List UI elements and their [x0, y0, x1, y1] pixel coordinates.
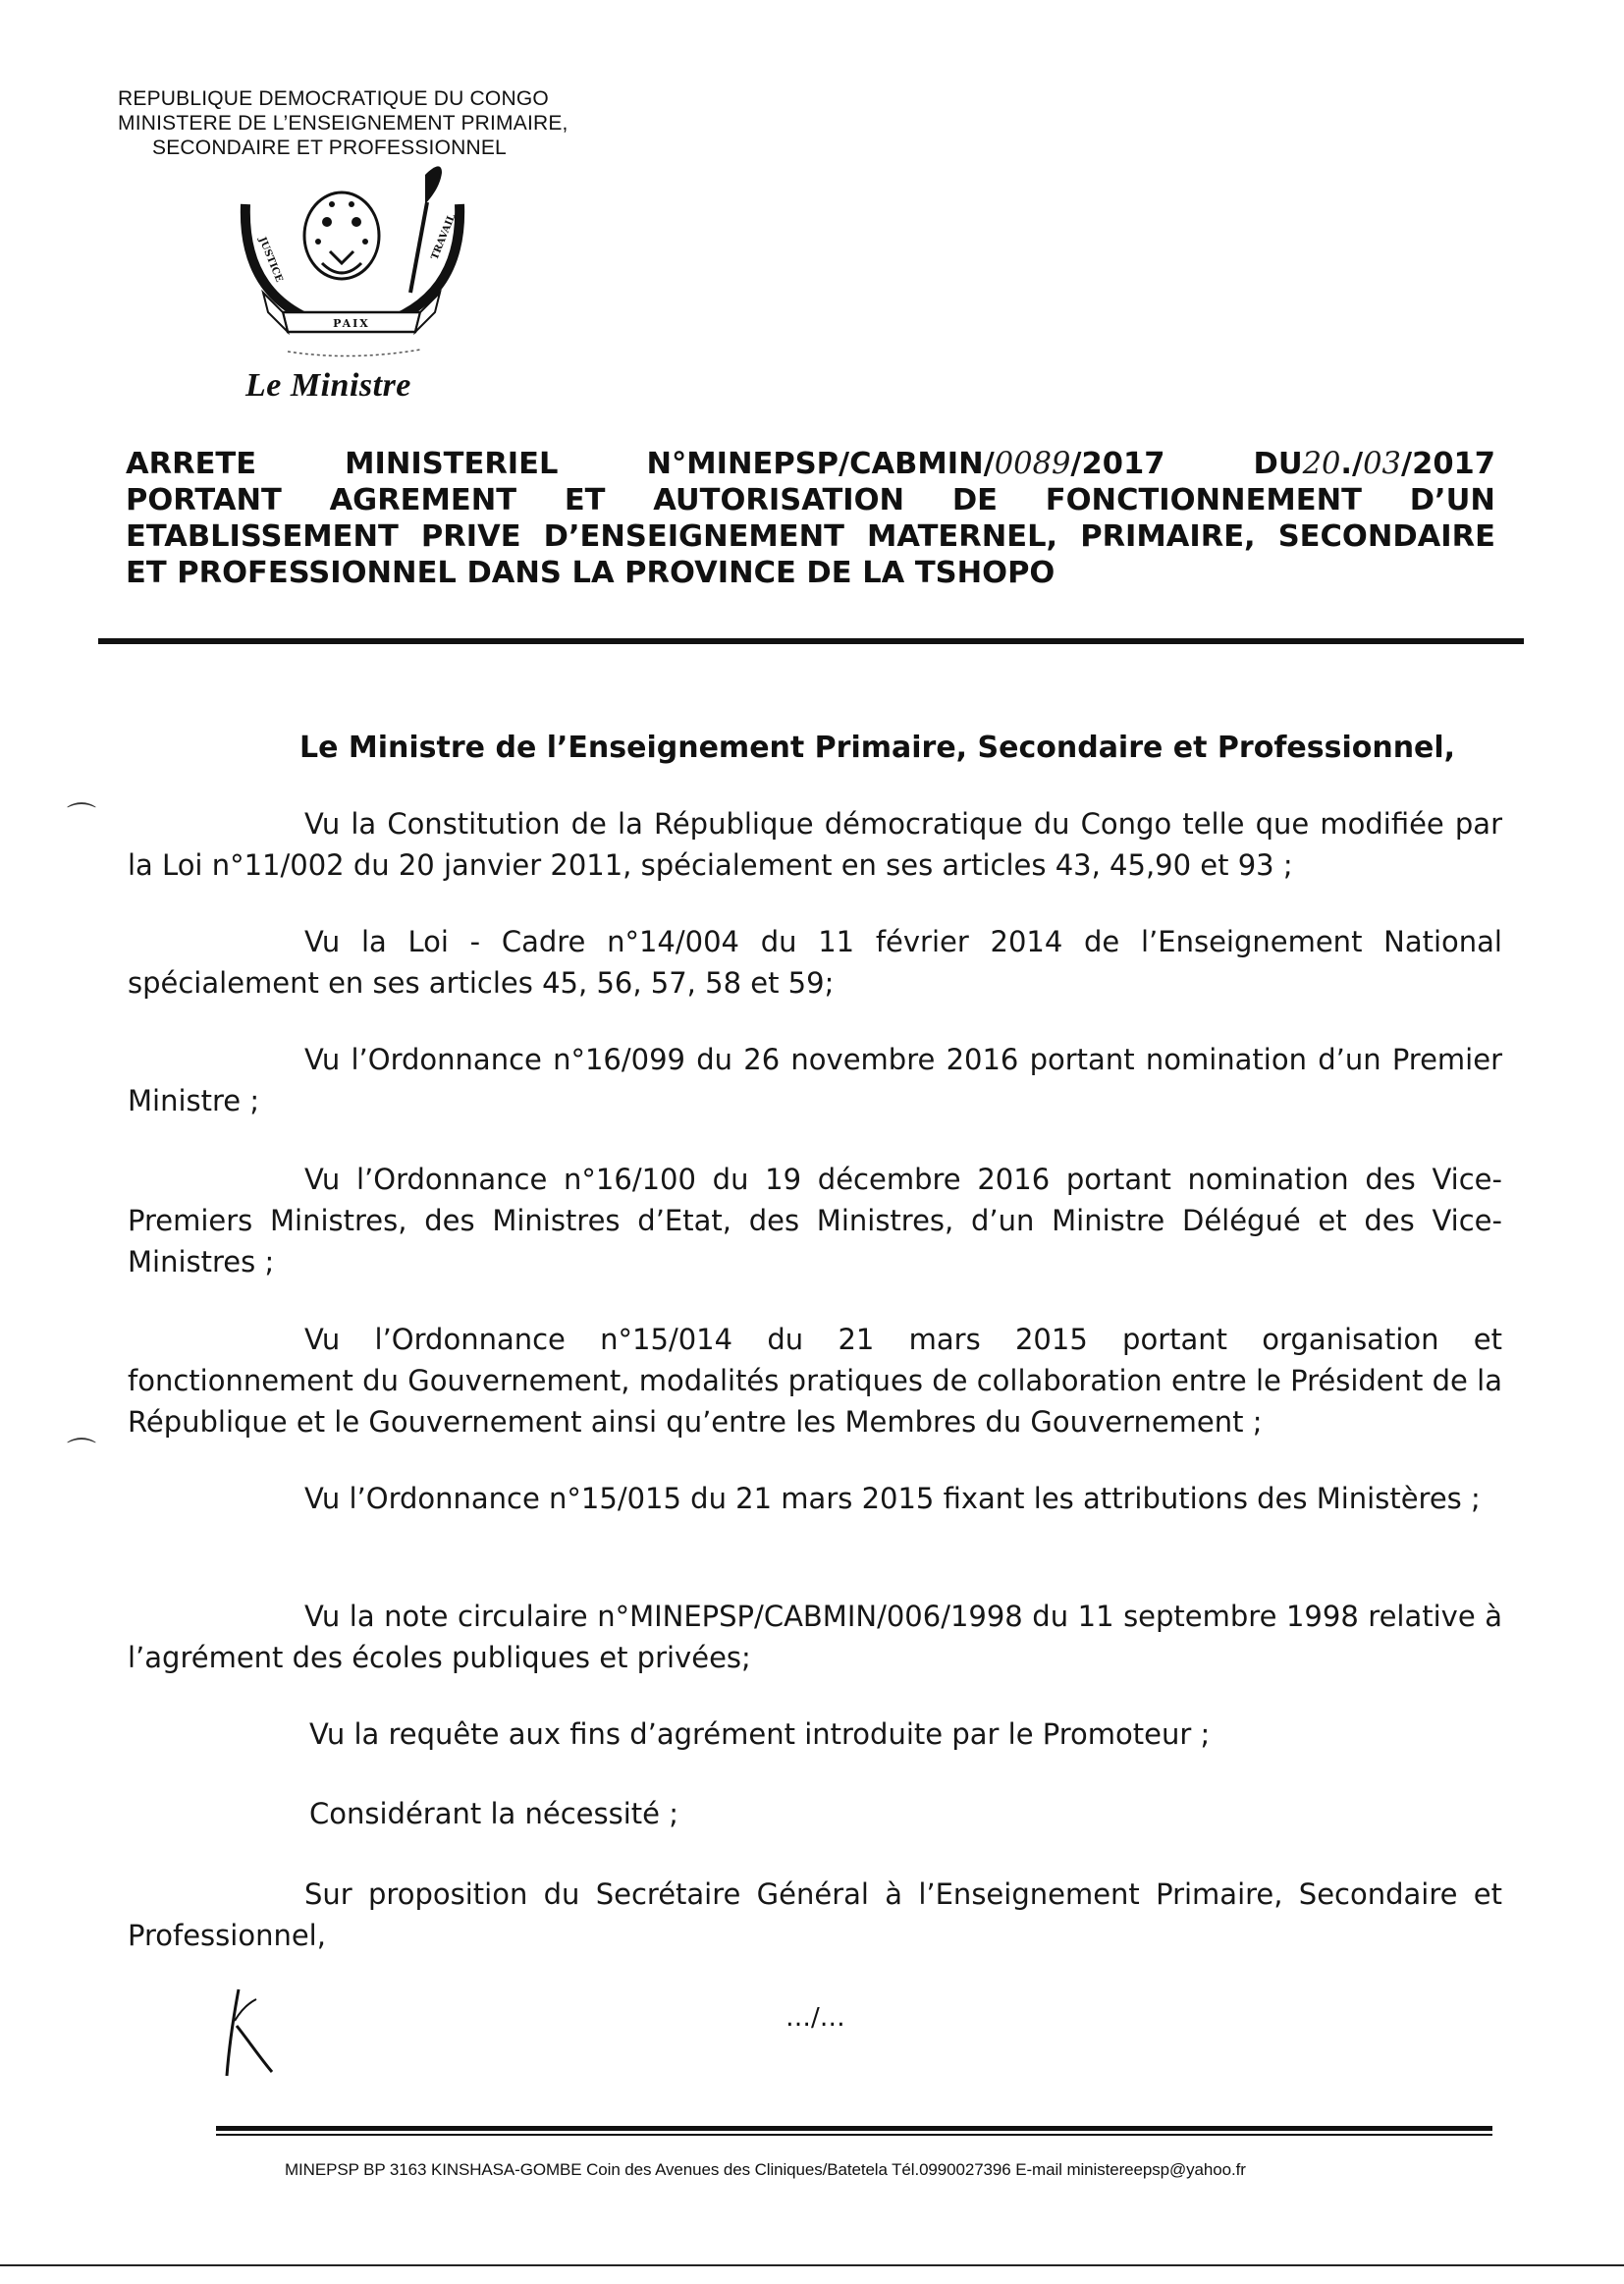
title-word: AUTORISATION — [653, 483, 905, 517]
recital-2: Vu la Loi - Cadre n°14/004 du 11 février 2014 de l’Enseignement National spécialement en ses articles 45, 56, 57, 58 et 59; — [128, 925, 1502, 1000]
footer-address: MINEPSP BP 3163 KINSHASA-GOMBE Coin des Avenues des Cliniques/Batetela Tél.0990027396 E-mail ministereepsp@yahoo.fr — [285, 2160, 1246, 2179]
recital-8: Vu la requête aux fins d’agrément introduite par le Promoteur ; — [309, 1717, 1211, 1751]
title-word: D’ENSEIGNEMENT — [543, 519, 844, 554]
recital-9: Considérant la nécessité ; — [309, 1797, 678, 1830]
coat-of-arms-emblem — [224, 165, 489, 366]
title-word: SECONDAIRE — [1277, 519, 1495, 554]
decree-title — [126, 446, 1495, 591]
title-word: PRIVE — [420, 519, 521, 554]
handwritten-day: 20 — [1302, 447, 1341, 481]
letterhead — [118, 86, 568, 160]
handwritten-month: 03 — [1363, 447, 1401, 481]
title-word: PORTANT — [126, 483, 282, 517]
page-continuation-mark: …/… — [785, 2003, 845, 2033]
letterhead-ministry: MINISTERE DE L’ENSEIGNEMENT PRIMAIRE, — [118, 112, 568, 135]
title-divider — [98, 638, 1524, 644]
decree-title-line-2 — [126, 482, 1495, 518]
decree-title-line-4: ET PROFESSIONNEL DANS LA PROVINCE DE LA TSHOPO — [126, 556, 1056, 590]
letterhead-country: REPUBLIQUE DEMOCRATIQUE DU CONGO — [118, 87, 549, 110]
handwritten-initial — [221, 1982, 280, 2080]
footer-divider — [216, 2126, 1492, 2131]
margin-mark: ⌒ — [67, 1437, 96, 1471]
decree-title-line-1 — [126, 446, 1495, 482]
svg-text:PAIX: PAIX — [333, 317, 370, 330]
svg-text:JUSTICE: JUSTICE — [256, 236, 285, 284]
title-word: AGREMENT — [329, 483, 517, 517]
recital-1: Vu la Constitution de la République démocratique du Congo telle que modifiée par la Loi n°11/002 du 20 janvier 2011, spécialement en ses articles 43, 45,90 et 93 ; — [128, 807, 1502, 882]
recital-6: Vu l’Ordonnance n°15/015 du 21 mars 2015 fixant les attributions des Ministères ; — [304, 1482, 1481, 1515]
letterhead-ministry-cont: SECONDAIRE ET PROFESSIONNEL — [152, 136, 507, 159]
scan-edge-line — [0, 2264, 1624, 2266]
title-word: ARRETE — [126, 447, 257, 481]
footer-divider-thin — [216, 2134, 1492, 2136]
decree-reference: N°MINEPSP/CABMIN/0089/2017 — [646, 447, 1165, 481]
recital-3: Vu l’Ordonnance n°16/099 du 26 novembre 2016 portant nomination d’un Premier Ministre ; — [128, 1043, 1502, 1117]
title-word: MATERNEL, — [867, 519, 1058, 554]
handwritten-number: 0089 — [994, 447, 1071, 481]
decree-date: DU20./03/2017 — [1253, 447, 1495, 481]
signatory-label: Le Ministre — [245, 367, 411, 404]
title-word: DE — [951, 483, 998, 517]
recital-7: Vu la note circulaire n°MINEPSP/CABMIN/006/1998 du 11 septembre 1998 relative à l’agrément des écoles publiques et privées; — [128, 1600, 1502, 1674]
svg-text:TRAVAIL: TRAVAIL — [429, 212, 459, 262]
recital-4: Vu l’Ordonnance n°16/100 du 19 décembre 2016 portant nomination des Vice-Premiers Ministres, des Ministres d’Etat, des Ministres, d’un Ministre Délégué et des Vice-Ministres ; — [128, 1163, 1502, 1278]
title-word: ET — [564, 483, 606, 517]
salutation: Le Ministre de l’Enseignement Primaire, Secondaire et Professionnel, — [299, 731, 1456, 765]
decree-title-line-3 — [126, 518, 1495, 555]
margin-mark: ⌒ — [67, 801, 96, 836]
title-word: D’UN — [1409, 483, 1495, 517]
title-word: ETABLISSEMENT — [126, 519, 399, 554]
title-word: MINISTERIEL — [345, 447, 559, 481]
recital-10: Sur proposition du Secrétaire Général à l’Enseignement Primaire, Secondaire et Professionnel, — [128, 1877, 1502, 1952]
recital-5: Vu l’Ordonnance n°15/014 du 21 mars 2015 portant organisation et fonctionnement du Gouvernement, modalités pratiques de collaboration entre le Président de la République et le Gouvernement ainsi qu’entre les Membres du Gouvernement ; — [128, 1323, 1502, 1439]
title-word: PRIMAIRE, — [1080, 519, 1256, 554]
title-word: FONCTIONNEMENT — [1045, 483, 1362, 517]
